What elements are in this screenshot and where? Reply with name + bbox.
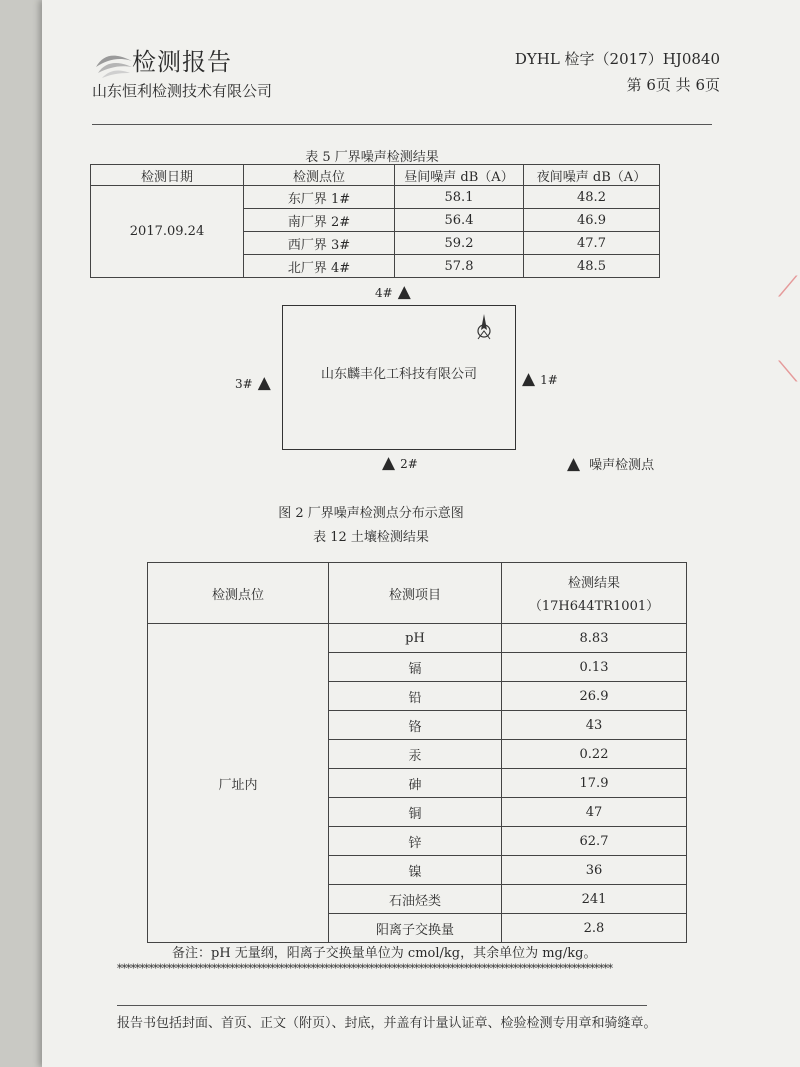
- night-noise-cell: 47.7: [524, 232, 660, 255]
- column-header: [502, 563, 687, 624]
- point-cell: 北厂界 4#: [244, 255, 395, 278]
- item-cell: 阳离子交换量: [329, 914, 502, 943]
- document-number: DYHL 检字（2017）HJ0840: [514, 50, 720, 68]
- stamp-fragment: ⟍: [778, 355, 798, 388]
- noise-point-1: [522, 369, 558, 388]
- sample-id-label: （17H644TR1001）: [528, 599, 660, 614]
- value-cell: 62.7: [502, 827, 687, 856]
- column-header: 检测项目: [329, 563, 502, 624]
- value-cell: 36: [502, 856, 687, 885]
- value-cell: 0.13: [502, 653, 687, 682]
- noise-table: [90, 164, 660, 278]
- soil-table: [147, 562, 687, 943]
- night-noise-cell: 46.9: [524, 209, 660, 232]
- item-cell: 铬: [329, 711, 502, 740]
- item-cell: 砷: [329, 769, 502, 798]
- value-cell: 17.9: [502, 769, 687, 798]
- diagram-company-name: 山东麟丰化工科技有限公司: [320, 367, 477, 382]
- item-cell: 锌: [329, 827, 502, 856]
- plant-boundary-box: [282, 305, 516, 450]
- day-noise-cell: 57.8: [395, 255, 524, 278]
- point-label: 4#: [375, 286, 393, 300]
- result-header-label: 检测结果: [567, 576, 620, 591]
- triangle-marker-icon: ▲: [397, 282, 411, 302]
- column-header: 夜间噪声 dB（A）: [524, 165, 660, 186]
- table-header-row: [148, 563, 687, 624]
- diagram-caption: 图 2 厂界噪声检测点分布示意图: [278, 506, 464, 521]
- point-cell: 西厂界 3#: [244, 232, 395, 255]
- value-cell: 47: [502, 798, 687, 827]
- triangle-marker-icon: ▲: [522, 369, 536, 389]
- diagram-legend: [567, 454, 654, 473]
- table12-caption: 表 12 土壤检测结果: [313, 530, 429, 545]
- day-noise-cell: 58.1: [395, 186, 524, 209]
- table5-caption: 表 5 厂界噪声检测结果: [305, 150, 439, 165]
- column-header: 昼间噪声 dB（A）: [395, 165, 524, 186]
- value-cell: 2.8: [502, 914, 687, 943]
- item-cell: 镉: [329, 653, 502, 682]
- date-cell: 2017.09.24: [91, 186, 244, 278]
- item-cell: 铅: [329, 682, 502, 711]
- item-cell: 镍: [329, 856, 502, 885]
- value-cell: 8.83: [502, 624, 687, 653]
- point-cell: 南厂界 2#: [244, 209, 395, 232]
- item-cell: 石油烃类: [329, 885, 502, 914]
- stamp-fragment: ⟋: [778, 270, 798, 303]
- noise-point-4: [375, 282, 411, 301]
- column-header: 检测点位: [244, 165, 395, 186]
- footer-note: 报告书包括封面、首页、正文（附页）、封底，并盖有计量认证章、检验检测专用章和骑缝章。: [117, 1016, 657, 1031]
- page-number: 第 6页 共 6页: [626, 76, 720, 94]
- north-arrow-icon: [473, 312, 495, 346]
- noise-point-3: [235, 373, 271, 392]
- noise-point-2: [382, 453, 418, 472]
- night-noise-cell: 48.2: [524, 186, 660, 209]
- value-cell: 0.22: [502, 740, 687, 769]
- footer-divider: [117, 1005, 647, 1006]
- report-brand-title: 检测报告: [132, 48, 232, 76]
- day-noise-cell: 59.2: [395, 232, 524, 255]
- wave-logo-icon: [94, 47, 134, 81]
- triangle-marker-icon: ▲: [257, 373, 271, 393]
- triangle-marker-icon: ▲: [567, 454, 581, 474]
- table12-note: 备注：pH 无量纲，阳离子交换量单位为 cmol/kg，其余单位为 mg/kg。: [172, 946, 597, 961]
- triangle-marker-icon: ▲: [382, 453, 396, 473]
- star-divider: **************************************************************************************************************: [117, 962, 612, 975]
- night-noise-cell: 48.5: [524, 255, 660, 278]
- point-label: 2#: [400, 457, 418, 471]
- table-row: [91, 186, 660, 209]
- value-cell: 241: [502, 885, 687, 914]
- legend-label: 噪声检测点: [589, 458, 655, 473]
- header-divider: [92, 124, 712, 125]
- point-label: 3#: [235, 377, 253, 391]
- value-cell: 26.9: [502, 682, 687, 711]
- point-cell: 东厂界 1#: [244, 186, 395, 209]
- column-header: 检测点位: [148, 563, 329, 624]
- location-cell: 厂址内: [148, 624, 329, 943]
- company-name: 山东恒利检测技术有限公司: [92, 82, 273, 100]
- item-cell: 铜: [329, 798, 502, 827]
- table-header-row: [91, 165, 660, 186]
- item-cell: pH: [329, 624, 502, 653]
- point-label: 1#: [540, 373, 558, 387]
- table-row: [148, 624, 687, 653]
- day-noise-cell: 56.4: [395, 209, 524, 232]
- report-page: [42, 0, 800, 1067]
- value-cell: 43: [502, 711, 687, 740]
- item-cell: 汞: [329, 740, 502, 769]
- column-header: 检测日期: [91, 165, 244, 186]
